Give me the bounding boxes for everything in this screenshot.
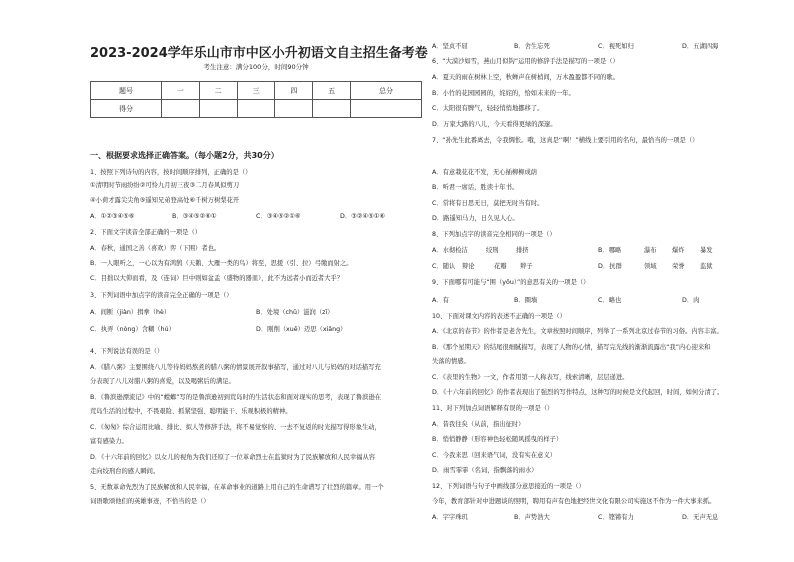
option-a[interactable]: A．①②③④⑤⑥ — [90, 213, 135, 220]
option-a[interactable]: A．《北京的春节》的作者是老舍先生，文章按照时间顺序，列举了一系列北京过春节的习俗。内容丰富。 — [432, 328, 723, 335]
option-b[interactable]: B．处境（chǔ）滋润（zī） — [256, 309, 334, 316]
option-b[interactable]: B．听君一席话，胜读十年书。 — [432, 184, 519, 191]
score-cell: 得分 — [91, 100, 162, 118]
score-cell: 五 — [313, 82, 351, 100]
question-7: 7、“孙先生此番离去，令我惆怅。哦，这真是‘’啊！”横线上要引用的名句，最恰当的一项是（） — [432, 137, 699, 144]
word: 辫子 — [520, 263, 533, 270]
option-line: 走向绞刑台的感人瞬间。 — [90, 468, 160, 475]
word: 绞刑 — [486, 247, 499, 254]
word: 瀑布 — [644, 247, 657, 254]
score-table-header-row — [91, 82, 422, 100]
question-line: 词语歌颂他们的英雄事迹，不恰当的是（） — [90, 498, 210, 505]
question-3: 3、下列词语中加点字的读音完全正确的一项是（） — [90, 292, 233, 299]
word: 荣誉 — [672, 263, 685, 270]
question-8: 8、下列加点字的读音完全相同的一项是（） — [432, 231, 556, 238]
option-c[interactable]: C．铿锵有力 — [598, 514, 634, 521]
score-cell: 题号 — [91, 82, 162, 100]
question-line: ①清明时节雨纷纷②可怜九月初三夜③二月春风似剪刀 — [90, 182, 240, 189]
section-heading: 一、根据要求选择正确答案。（每小题2分，共30分） — [90, 151, 279, 160]
option-line: 富有感染力。 — [90, 438, 128, 445]
option-b[interactable]: B．哪略 — [598, 247, 622, 254]
question-9: 9、下面哪有可能与“围（yōu）”的意思有关的一项是（） — [432, 279, 590, 286]
word: 暴发 — [700, 247, 713, 254]
question-4: 4、下列说法有误的是（） — [90, 348, 164, 355]
option-d[interactable]: D．《十六年前的回忆》以女儿的视角为我们还原了一位革命烈士在监狱时为了民族解放和人民幸福从容 — [90, 454, 376, 461]
option-line: 荒岛生活的过程中，不畏艰险、抓紧坚强、聪明能干、乐观积极的精神。 — [90, 408, 292, 415]
option-a[interactable]: A．《腊八粥》主要围绕八儿等待妈妈熬煮的腊八粥的情景展开叙事描写，通过对八儿与妈妈的对话描写充 — [90, 364, 381, 371]
option-a[interactable]: A．有意栽花花不发，无心插柳柳成荫 — [432, 169, 538, 176]
word: 辩论 — [462, 263, 475, 270]
option-a[interactable]: A．间断（jiàn）揖拳（hè） — [90, 309, 171, 316]
question-2: 2、下面文字读音全部正确的一项是（） — [90, 229, 202, 236]
option-c[interactable]: C．《匆匆》综合运用比喻、排比、拟人等修辞手法，将不易觉察的、一去不复返的时光描写得形象生动， — [90, 424, 381, 431]
score-cell: 二 — [199, 82, 237, 100]
question-11: 11、对下列加点词语解释有误的一项是（） — [432, 405, 554, 412]
score-table-score-row — [91, 100, 422, 118]
option-c[interactable]: C．今我来思（回来语气词，没有实在意义） — [432, 452, 557, 459]
option-d[interactable]: D．③②④⑤①⑥ — [340, 213, 386, 220]
option-d[interactable]: D．路遥知马力，日久见人心。 — [432, 215, 519, 222]
option-d[interactable]: D．雨雪霏霏（名词，指飘落的雨水） — [432, 467, 538, 474]
option-a[interactable]: A．水彻检洁 — [432, 247, 468, 254]
option-d[interactable]: D．万家大路的八儿，今天看得更绿的深邃。 — [432, 121, 557, 128]
option-line: 失落的情感。 — [432, 358, 470, 365]
question-1: 1、按照下列诗句的内容，按时间顺序排列，正确的是（） — [90, 169, 252, 176]
option-b[interactable]: B．悄悄静静（形容神色轻松随风摇曳的样子） — [432, 436, 563, 443]
exam-notice: 考生注意：满分100分，时间90分钟 — [203, 63, 309, 71]
score-cell: 一 — [161, 82, 199, 100]
exam-title: 2023-2024学年乐山市市中区小升初语文自主招生备考卷 — [90, 46, 428, 61]
question-12: 12、下列词语与句子中画线部分意思接近的一项是（） — [432, 483, 585, 490]
option-c[interactable]: C．目拙以大仰而看，及（连词）巨中则如盆盂（盛物的器皿），此不为远者小而近者大乎？ — [90, 275, 344, 282]
word: 排挤 — [516, 247, 529, 254]
score-table — [90, 81, 422, 118]
option-a[interactable]: A．春秋，通国之善（喜欢）弈（下围）者也。 — [90, 245, 221, 252]
word: 领域 — [644, 263, 657, 270]
option-b[interactable]: B．一人眼听之，一心以为有鸿鹄（天鹅、大雁一类的鸟）将至，思援（引、拉）弓缴而射之。 — [90, 260, 353, 267]
option-a[interactable]: A．夏天的雨在树林上空，秋蝉声在树梢间，万木盈盈都不同的歌。 — [432, 74, 619, 81]
option-a[interactable]: A．有 — [432, 297, 449, 304]
option-d[interactable]: D．肉 — [682, 297, 700, 304]
word: 花瓣 — [494, 263, 507, 270]
option-d[interactable]: D．无声无息 — [682, 514, 719, 521]
word: 爆炸 — [672, 247, 685, 254]
option-b[interactable]: B．舍生忘死 — [514, 43, 550, 50]
option-d[interactable]: D．《十六年前的回忆》的作者表现出了强烈的写作特点，这种写的时候是文代起回，时间，如何分清了。 — [432, 389, 724, 396]
score-input-cell[interactable] — [237, 100, 275, 118]
option-a[interactable]: A．昔我往矣（从前，指出征时） — [432, 421, 525, 428]
option-b[interactable]: B．声势浩大 — [514, 514, 550, 521]
option-d[interactable]: D．五湖四海 — [682, 43, 719, 50]
option-c[interactable]: C．执弄（nòng）含糊（hú） — [90, 326, 175, 333]
option-b[interactable]: B．《鲁滨逊漂流记》中的“螳螂”写的是鲁滨逊初到荒岛时的生活状态和面对现实的思考，表现了鲁滨逊在 — [90, 394, 382, 401]
option-b[interactable]: B．③④⑤②⑥① — [172, 213, 217, 220]
score-input-cell[interactable] — [161, 100, 199, 118]
option-c[interactable]: C．《表里的生物》一文，作者用第一人称表写，线索清晰，层层递进。 — [432, 374, 629, 381]
option-a[interactable]: A．字字珠玑 — [432, 514, 468, 521]
question-10: 10、下面对课文内容的表述不正确的一项是（） — [432, 313, 566, 320]
option-c[interactable]: C．③④⑤②①⑥ — [256, 213, 301, 220]
score-input-cell[interactable] — [351, 100, 422, 118]
question-line: 今年，教育部针对中进题谈的照明，聘用有声有色地把经世文化有限公司实施这不作为一件大事来抓。 — [432, 498, 716, 505]
option-d[interactable]: D．刚削（xuē）迈思（xiǎng） — [256, 326, 347, 333]
option-c[interactable]: C．略也 — [598, 297, 622, 304]
option-d[interactable]: D．抗群 — [598, 263, 622, 270]
option-c[interactable]: C．常将有日思无日，莫把无时当有时。 — [432, 200, 544, 207]
score-input-cell[interactable] — [199, 100, 237, 118]
option-c[interactable]: C．随认 — [432, 263, 456, 270]
score-input-cell[interactable] — [275, 100, 313, 118]
option-c[interactable]: C．视死如归 — [598, 43, 634, 50]
score-cell: 四 — [275, 82, 313, 100]
option-b[interactable]: B．小竹的花园园园的，姹姹的，恰如末来的一年。 — [432, 90, 575, 97]
option-line: 分表现了八儿对腊八粥的喜爱，以及喝粥后的满足。 — [90, 378, 235, 385]
word: 监狱 — [700, 263, 713, 270]
question-5: 5、无数革命先烈为了民族解放和人民幸福，在革命事业的道路上用自己的生命谱写了壮烈的篇章。用一个 — [90, 484, 384, 491]
option-c[interactable]: C．太阳很有脾气，轻轻悄悄地挪移了。 — [432, 105, 544, 112]
question-6: 6、“大漠沙如雪，燕山月似钩”运用的修辞手法是描写的一项是（） — [432, 58, 619, 65]
option-a[interactable]: A．坚贞不屈 — [432, 43, 468, 50]
question-line: ④小荷才露尖尖角⑤遥知兄弟登高处⑥千树万树梨花开 — [90, 197, 240, 204]
option-b[interactable]: B．《那个星期天》的结尾很细腻描写，表现了人物的心情，描写完光线的渐渐流露出“我”内心迎来和 — [432, 344, 711, 351]
score-input-cell[interactable] — [313, 100, 351, 118]
option-b[interactable]: B．圈墙 — [514, 297, 538, 304]
score-cell: 总分 — [351, 82, 422, 100]
score-cell: 三 — [237, 82, 275, 100]
